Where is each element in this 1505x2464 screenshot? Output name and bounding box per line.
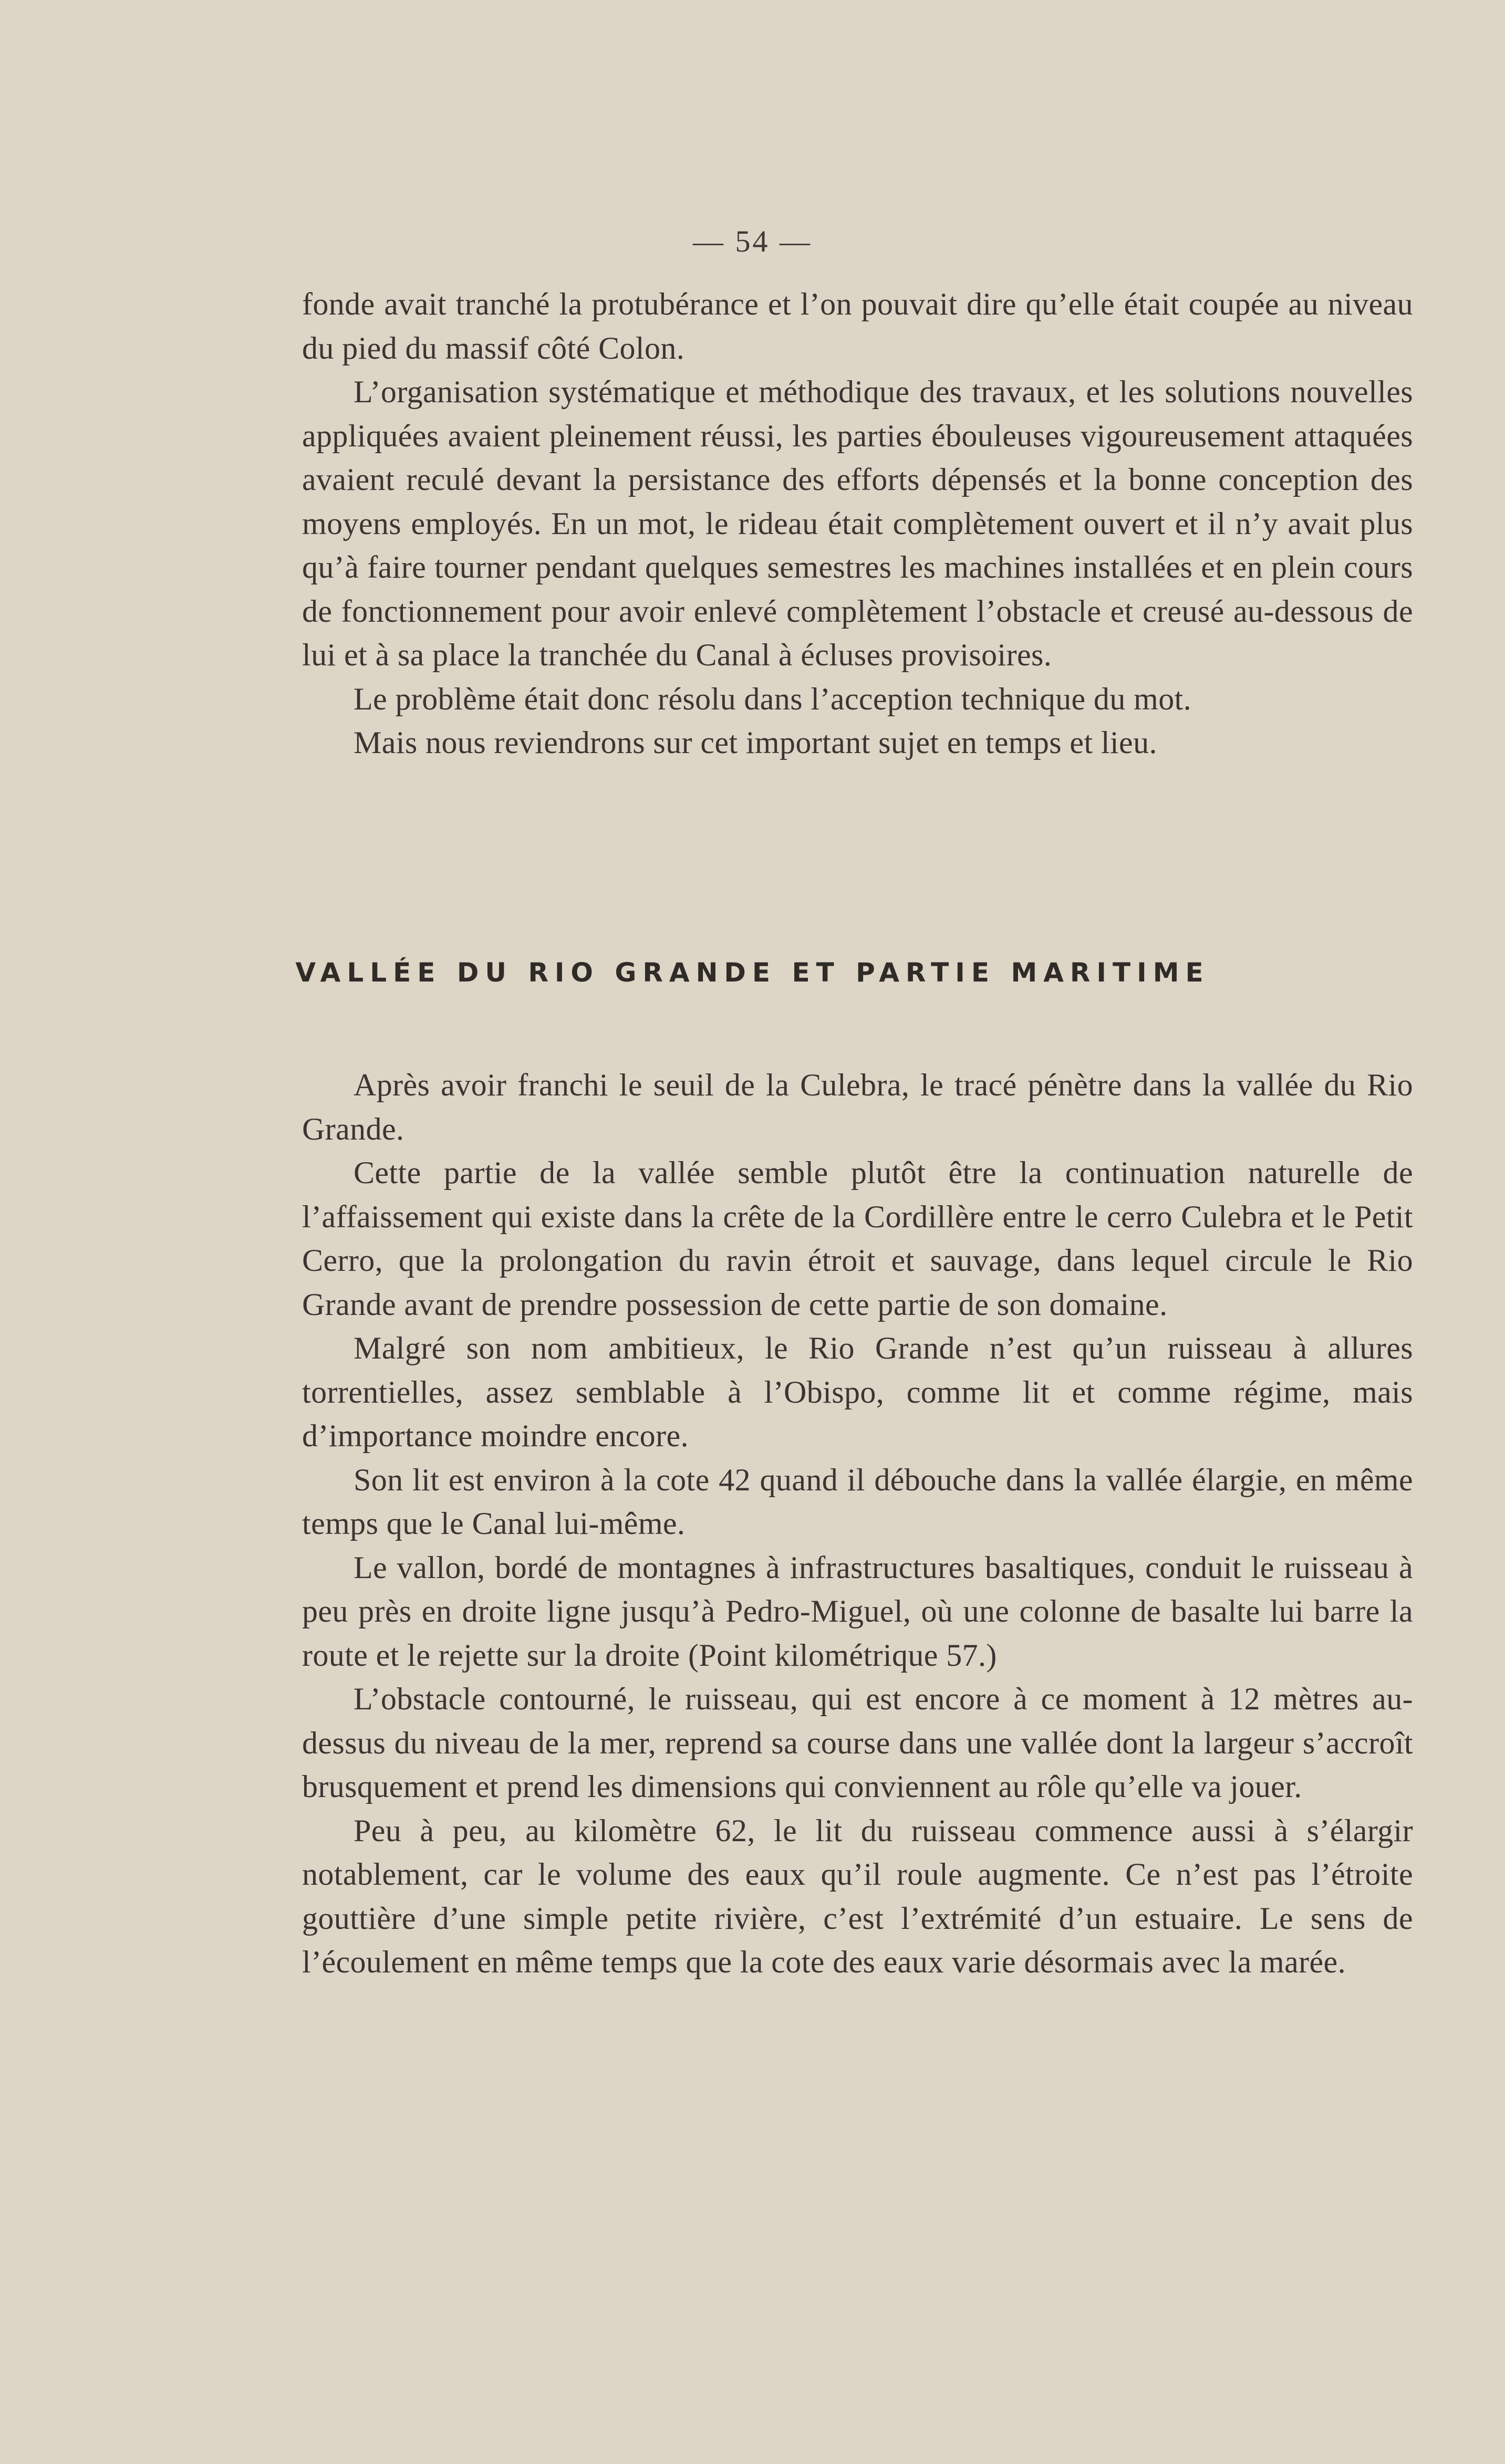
paragraph: Le vallon, bordé de montagnes à infrastructures basaltiques, conduit le ruisseau à peu près en droite ligne jusqu’à Pedro-Miguel, où une colonne de basalte lui barre la route et le rejette sur la droite (Point kilométrique 57.): [302, 1550, 1413, 1673]
paragraph: Le problème était donc résolu dans l’acception technique du mot.: [354, 681, 1192, 716]
paragraph: L’organisation systématique et méthodique des travaux, et les solutions nouvelles appliquées avaient pleinement réussi, les parties ébouleuses vigoureusement attaquées avaient reculé devant la persistance des efforts dépensés et la bonne conception des moyens employés. En un mot, le rideau était complètement ouvert et il n’y avait plus qu’à faire tourner pendant quelques semestres les machines installées et en plein cours de fonctionnement pour avoir enlevé complètement l’obstacle et creusé au-dessous de lui et à sa place la tranchée du Canal à écluses provisoires.: [302, 374, 1413, 672]
paragraph: Son lit est environ à la cote 42 quand il débouche dans la vallée élargie, en même temps que le Canal lui-même.: [302, 1462, 1413, 1541]
section-heading: VALLÉE DU RIO GRANDE ET PARTIE MARITIME: [295, 957, 1210, 988]
paragraph: L’obstacle contourné, le ruisseau, qui est encore à ce moment à 12 mètres au-dessus du niveau de la mer, reprend sa course dans une vallée dont la largeur s’accroît brusquement et prend les dimensions qui conviennent au rôle qu’elle va jouer.: [302, 1682, 1413, 1804]
section-text-block: [302, 1063, 1413, 1985]
paragraph: Cette partie de la vallée semble plutôt être la continuation naturelle de l’affaissement qui existe dans la crête de la Cordillère entre le cerro Culebra et le Petit Cerro, que la prolongation du ravin étroit et sauvage, dans lequel circule le Rio Grande avant de prendre possession de cette partie de son domaine.: [302, 1155, 1413, 1322]
paragraph: Malgré son nom ambitieux, le Rio Grande n’est qu’un ruisseau à allures torrentielles, assez semblable à l’Obispo, comme lit et comme régime, mais d’importance moindre encore.: [302, 1331, 1413, 1453]
paragraph: Peu à peu, au kilomètre 62, le lit du ruisseau commence aussi à s’élargir notablement, car le volume des eaux qu’il roule augmente. Ce n’est pas l’étroite gouttière d’une simple petite rivière, c’est l’extrémité d’un estuaire. Le sens de l’écoulement en même temps que la cote des eaux varie désormais avec la marée.: [302, 1813, 1413, 1979]
paragraph: Mais nous reviendrons sur cet important sujet en temps et lieu.: [354, 725, 1157, 760]
paragraph: Après avoir franchi le seuil de la Culebra, le tracé pénètre dans la vallée du Rio Grande.: [302, 1068, 1413, 1146]
paragraph: fonde avait tranché la protubérance et l’on pouvait dire qu’elle était coupée au niveau du pied du massif côté Colon.: [302, 287, 1413, 366]
top-text-block: [302, 283, 1413, 765]
page-number: — 54 —: [693, 224, 812, 258]
